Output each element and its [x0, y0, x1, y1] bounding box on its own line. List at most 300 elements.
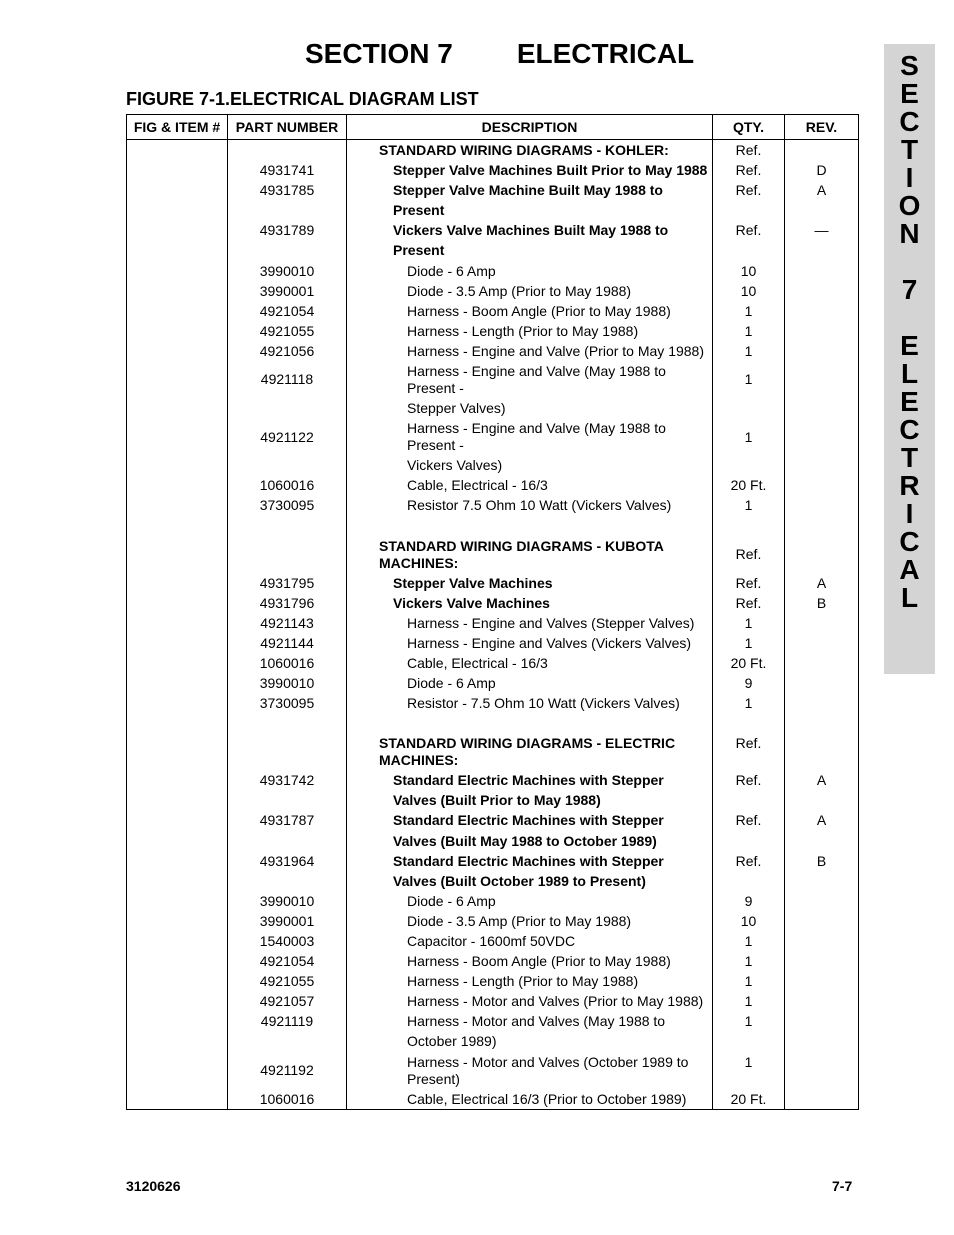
qty-cell: [713, 515, 785, 535]
part-number-cell: 3990010: [228, 261, 347, 281]
part-number-cell: 4921057: [228, 991, 347, 1011]
rev-cell: [785, 261, 859, 281]
description-line: Harness - Engine and Valve (May 1988 to: [407, 363, 666, 380]
part-number-cell: [228, 1031, 347, 1051]
fig-item-cell: [127, 871, 228, 891]
description-cell: Stepper Valve Machines: [347, 573, 713, 593]
side-tab-letter: C: [899, 414, 920, 445]
fig-item-cell: [127, 1089, 228, 1110]
rev-cell: [785, 1011, 859, 1031]
fig-item-cell: [127, 220, 228, 240]
rev-cell: B: [785, 593, 859, 613]
rev-cell: —: [785, 220, 859, 240]
fig-item-cell: [127, 911, 228, 931]
table-row: [127, 515, 859, 535]
description-cell: Vickers Valves): [347, 455, 713, 475]
part-number-cell: 3730095: [228, 495, 347, 515]
description-cell: Harness - Engine and Valves (Vickers Valves): [347, 633, 713, 653]
part-number-cell: 4921119: [228, 1011, 347, 1031]
table-row: [127, 971, 859, 991]
table-row: [127, 301, 859, 321]
qty-cell: 1: [713, 633, 785, 653]
fig-item-cell: [127, 1011, 228, 1031]
part-number-cell: 3990010: [228, 673, 347, 693]
description-cell: Diode - 3.5 Amp (Prior to May 1988): [347, 911, 713, 931]
fig-item-cell: [127, 633, 228, 653]
fig-item-cell: [127, 160, 228, 180]
description-cell: [347, 418, 713, 455]
description-line: Present -: [407, 437, 464, 454]
document-number: 3120626: [126, 1178, 181, 1194]
rev-cell: [785, 240, 859, 260]
description-line: Present): [407, 1070, 460, 1087]
qty-cell: 1: [713, 613, 785, 633]
description-cell: Harness - Motor and Valves (May 1988 to: [347, 1011, 713, 1031]
description-cell: Cable, Electrical - 16/3: [347, 475, 713, 495]
description-cell: Harness - Boom Angle (Prior to May 1988): [347, 951, 713, 971]
description-cell: STANDARD WIRING DIAGRAMS - KOHLER:: [347, 140, 713, 161]
qty-cell: 9: [713, 673, 785, 693]
part-number-cell: [228, 240, 347, 260]
part-number-cell: 4921055: [228, 321, 347, 341]
rev-cell: A: [785, 180, 859, 200]
rev-cell: [785, 361, 859, 398]
part-number-cell: 1540003: [228, 931, 347, 951]
fig-item-cell: [127, 418, 228, 455]
section-title: ELECTRICAL: [516, 38, 695, 69]
fig-item-cell: [127, 810, 228, 830]
table-row: [127, 911, 859, 931]
fig-item-cell: [127, 891, 228, 911]
table-row: [127, 851, 859, 871]
rev-cell: [785, 341, 859, 361]
qty-cell: 1: [713, 418, 785, 455]
qty-cell: 9: [713, 891, 785, 911]
description-cell: Stepper Valve Machines Built Prior to May 1988: [347, 160, 713, 180]
description-cell: Capacitor - 1600mf 50VDC: [347, 931, 713, 951]
part-number-cell: 3990001: [228, 281, 347, 301]
rev-cell: [785, 790, 859, 810]
description-cell: Standard Electric Machines with Stepper: [347, 770, 713, 790]
rev-cell: [785, 613, 859, 633]
rev-cell: [785, 515, 859, 535]
part-number-cell: [228, 455, 347, 475]
part-number-cell: [228, 831, 347, 851]
table-row: [127, 593, 859, 613]
rev-cell: [785, 418, 859, 455]
description-cell: Present: [347, 240, 713, 260]
rev-cell: [785, 673, 859, 693]
qty-cell: Ref.: [713, 593, 785, 613]
description-cell: Valves (Built October 1989 to Present): [347, 871, 713, 891]
qty-cell: Ref.: [713, 573, 785, 593]
table-row: [127, 1031, 859, 1051]
fig-item-cell: [127, 261, 228, 281]
rev-cell: [785, 713, 859, 733]
table-row: [127, 281, 859, 301]
rev-cell: [785, 200, 859, 220]
qty-cell: 1: [713, 301, 785, 321]
table-row: [127, 180, 859, 200]
figure-title: FIGURE 7-1.ELECTRICAL DIAGRAM LIST: [126, 89, 479, 109]
description-cell: Standard Electric Machines with Stepper: [347, 851, 713, 871]
part-number-cell: 4921122: [228, 418, 347, 455]
col-description: DESCRIPTION: [347, 115, 713, 140]
qty-cell: 10: [713, 911, 785, 931]
part-number-cell: [228, 733, 347, 770]
page-number: 7-7: [832, 1178, 853, 1194]
table-row: [127, 455, 859, 475]
description-cell: Resistor 7.5 Ohm 10 Watt (Vickers Valves): [347, 495, 713, 515]
side-tab-letter: C: [899, 526, 920, 557]
part-number-cell: 4921118: [228, 361, 347, 398]
part-number-cell: 1060016: [228, 475, 347, 495]
qty-cell: 10: [713, 281, 785, 301]
part-number-cell: 4921192: [228, 1052, 347, 1089]
description-cell: Diode - 3.5 Amp (Prior to May 1988): [347, 281, 713, 301]
description-cell: Harness - Length (Prior to May 1988): [347, 971, 713, 991]
qty-cell: 1: [713, 1052, 785, 1089]
qty-cell: 1: [713, 321, 785, 341]
col-fig-item: FIG & ITEM #: [127, 115, 228, 140]
description-cell: Vickers Valve Machines: [347, 593, 713, 613]
description-cell: Harness - Motor and Valves (Prior to May 1988): [347, 991, 713, 1011]
side-tab-letter: O: [898, 190, 921, 221]
table-row: [127, 573, 859, 593]
rev-cell: [785, 1052, 859, 1089]
description-cell: Harness - Length (Prior to May 1988): [347, 321, 713, 341]
qty-cell: Ref.: [713, 770, 785, 790]
description-cell: [347, 361, 713, 398]
qty-cell: 1: [713, 1011, 785, 1031]
fig-item-cell: [127, 281, 228, 301]
section-side-tab: [884, 44, 935, 674]
rev-cell: [785, 455, 859, 475]
part-number-cell: 3990001: [228, 911, 347, 931]
rev-cell: [785, 991, 859, 1011]
part-number-cell: 4921144: [228, 633, 347, 653]
part-number-cell: 3990010: [228, 891, 347, 911]
table-row: [127, 790, 859, 810]
side-tab-letter: A: [899, 554, 920, 585]
table-row: [127, 475, 859, 495]
description-cell: Standard Electric Machines with Stepper: [347, 810, 713, 830]
rev-cell: [785, 931, 859, 951]
side-tab-letter: E: [900, 78, 919, 109]
table-row: [127, 673, 859, 693]
part-number-cell: 4921054: [228, 301, 347, 321]
rev-cell: [785, 475, 859, 495]
fig-item-cell: [127, 770, 228, 790]
qty-cell: 10: [713, 261, 785, 281]
description-line: STANDARD WIRING DIAGRAMS - ELECTRIC: [379, 735, 676, 752]
description-cell: Diode - 6 Amp: [347, 673, 713, 693]
part-number-cell: 4931964: [228, 851, 347, 871]
fig-item-cell: [127, 673, 228, 693]
qty-cell: Ref.: [713, 160, 785, 180]
table-row: [127, 418, 859, 455]
description-cell: Cable, Electrical - 16/3: [347, 653, 713, 673]
part-number-cell: 4931741: [228, 160, 347, 180]
fig-item-cell: [127, 515, 228, 535]
fig-item-cell: [127, 140, 228, 161]
fig-item-cell: [127, 1031, 228, 1051]
fig-item-cell: [127, 951, 228, 971]
description-cell: Vickers Valve Machines Built May 1988 to: [347, 220, 713, 240]
description-cell: Valves (Built Prior to May 1988): [347, 790, 713, 810]
rev-cell: [785, 301, 859, 321]
description-line: STANDARD WIRING DIAGRAMS - KUBOTA: [379, 537, 664, 554]
qty-cell: [713, 871, 785, 891]
part-number-cell: [228, 200, 347, 220]
side-tab-letter: T: [900, 442, 919, 473]
fig-item-cell: [127, 240, 228, 260]
rev-cell: A: [785, 573, 859, 593]
col-rev: REV.: [785, 115, 859, 140]
rev-cell: [785, 733, 859, 770]
qty-cell: 20 Ft.: [713, 1089, 785, 1110]
description-text: [379, 733, 712, 770]
fig-item-cell: [127, 475, 228, 495]
table-row: [127, 831, 859, 851]
rev-cell: [785, 398, 859, 418]
description-cell: Cable, Electrical 16/3 (Prior to October 1989): [347, 1089, 713, 1110]
section-number: SECTION 7: [305, 38, 453, 69]
description-cell: Stepper Valves): [347, 398, 713, 418]
table-row: [127, 931, 859, 951]
description-line: MACHINES:: [379, 554, 459, 571]
part-number-cell: 4921054: [228, 951, 347, 971]
part-number-cell: 1060016: [228, 1089, 347, 1110]
description-line: Harness - Motor and Valves (October 1989 to: [407, 1053, 689, 1070]
rev-cell: [785, 1089, 859, 1110]
qty-cell: 1: [713, 361, 785, 398]
qty-cell: 1: [713, 991, 785, 1011]
table-row: [127, 991, 859, 1011]
qty-cell: [713, 831, 785, 851]
table-row: [127, 1052, 859, 1089]
side-tab-letter: S: [900, 50, 919, 81]
side-tab-letter: 7: [901, 274, 918, 305]
qty-cell: 1: [713, 931, 785, 951]
table-row: [127, 891, 859, 911]
fig-item-cell: [127, 180, 228, 200]
qty-cell: [713, 790, 785, 810]
part-number-cell: 4931787: [228, 810, 347, 830]
description-cell: Valves (Built May 1988 to October 1989): [347, 831, 713, 851]
table-row: [127, 810, 859, 830]
qty-cell: 1: [713, 341, 785, 361]
fig-item-cell: [127, 455, 228, 475]
fig-item-cell: [127, 851, 228, 871]
fig-item-cell: [127, 593, 228, 613]
description-cell: [347, 1052, 713, 1089]
table-row: [127, 160, 859, 180]
fig-item-cell: [127, 200, 228, 220]
qty-cell: Ref.: [713, 536, 785, 573]
description-cell: [347, 733, 713, 770]
fig-item-cell: [127, 733, 228, 770]
fig-item-cell: [127, 361, 228, 398]
side-tab-letter: C: [899, 106, 920, 137]
part-number-cell: 4931785: [228, 180, 347, 200]
fig-item-cell: [127, 931, 228, 951]
rev-cell: [785, 653, 859, 673]
qty-cell: 1: [713, 971, 785, 991]
side-tab-letter: E: [900, 330, 919, 361]
table-row: [127, 951, 859, 971]
part-number-cell: 4931789: [228, 220, 347, 240]
fig-item-cell: [127, 301, 228, 321]
table-row: [127, 536, 859, 573]
part-number-cell: 4921143: [228, 613, 347, 633]
qty-cell: Ref.: [713, 140, 785, 161]
description-line: Harness - Engine and Valve (May 1988 to: [407, 420, 666, 437]
fig-item-cell: [127, 693, 228, 713]
description-text: [407, 1052, 712, 1089]
fig-item-cell: [127, 971, 228, 991]
fig-item-cell: [127, 398, 228, 418]
part-number-cell: 4921056: [228, 341, 347, 361]
description-cell: Stepper Valve Machine Built May 1988 to: [347, 180, 713, 200]
description-cell: Diode - 6 Amp: [347, 891, 713, 911]
col-qty: QTY.: [713, 115, 785, 140]
qty-cell: [713, 200, 785, 220]
description-cell: [347, 536, 713, 573]
rev-cell: D: [785, 160, 859, 180]
fig-item-cell: [127, 831, 228, 851]
fig-item-cell: [127, 341, 228, 361]
rev-cell: A: [785, 810, 859, 830]
table-header-row: [127, 115, 859, 140]
fig-item-cell: [127, 536, 228, 573]
description-cell: Resistor - 7.5 Ohm 10 Watt (Vickers Valves): [347, 693, 713, 713]
description-text: [407, 361, 712, 398]
qty-cell: Ref.: [713, 733, 785, 770]
qty-cell: Ref.: [713, 851, 785, 871]
rev-cell: [785, 911, 859, 931]
rev-cell: [785, 951, 859, 971]
fig-item-cell: [127, 613, 228, 633]
table-row: [127, 240, 859, 260]
table-row: [127, 871, 859, 891]
part-number-cell: [228, 713, 347, 733]
table-row: [127, 613, 859, 633]
rev-cell: [785, 321, 859, 341]
table-row: [127, 398, 859, 418]
description-cell: [347, 713, 713, 733]
part-number-cell: 1060016: [228, 653, 347, 673]
rev-cell: [785, 633, 859, 653]
section-header: [305, 38, 694, 70]
fig-item-cell: [127, 1052, 228, 1089]
rev-cell: A: [785, 770, 859, 790]
fig-item-cell: [127, 713, 228, 733]
qty-cell: 20 Ft.: [713, 475, 785, 495]
fig-item-cell: [127, 495, 228, 515]
table-row: [127, 1011, 859, 1031]
rev-cell: [785, 1031, 859, 1051]
rev-cell: [785, 971, 859, 991]
table-row: [127, 1089, 859, 1110]
side-tab-letter: I: [905, 162, 914, 193]
table-row: [127, 261, 859, 281]
rev-cell: [785, 536, 859, 573]
part-number-cell: [228, 398, 347, 418]
rev-cell: [785, 871, 859, 891]
part-number-cell: 4931742: [228, 770, 347, 790]
description-line: Present -: [407, 380, 464, 397]
description-cell: October 1989): [347, 1031, 713, 1051]
table-row: [127, 341, 859, 361]
description-text: [407, 418, 712, 455]
table-row: [127, 713, 859, 733]
electrical-diagram-table: [126, 114, 859, 1110]
description-line: MACHINES:: [379, 752, 459, 769]
table-row: [127, 770, 859, 790]
col-part-number: PART NUMBER: [228, 115, 347, 140]
table-row: [127, 321, 859, 341]
rev-cell: [785, 281, 859, 301]
table-row: [127, 633, 859, 653]
side-tab-letter: N: [899, 218, 920, 249]
rev-cell: B: [785, 851, 859, 871]
qty-cell: [713, 398, 785, 418]
rev-cell: [785, 495, 859, 515]
description-cell: Present: [347, 200, 713, 220]
description-cell: Harness - Boom Angle (Prior to May 1988): [347, 301, 713, 321]
side-tab-letter: I: [905, 498, 914, 529]
part-number-cell: 4931795: [228, 573, 347, 593]
rev-cell: [785, 140, 859, 161]
fig-item-cell: [127, 321, 228, 341]
table-row: [127, 140, 859, 161]
rev-cell: [785, 831, 859, 851]
table-row: [127, 220, 859, 240]
description-cell: Diode - 6 Amp: [347, 261, 713, 281]
description-cell: Harness - Engine and Valve (Prior to May 1988): [347, 341, 713, 361]
rev-cell: [785, 693, 859, 713]
description-text: [379, 536, 712, 573]
part-number-cell: 3730095: [228, 693, 347, 713]
side-tab-letter: T: [900, 134, 919, 165]
qty-cell: [713, 713, 785, 733]
table-row: [127, 200, 859, 220]
description-cell: [347, 515, 713, 535]
table-row: [127, 361, 859, 398]
qty-cell: 20 Ft.: [713, 653, 785, 673]
qty-cell: Ref.: [713, 810, 785, 830]
qty-cell: 1: [713, 495, 785, 515]
part-number-cell: [228, 515, 347, 535]
table-row: [127, 693, 859, 713]
qty-cell: Ref.: [713, 180, 785, 200]
fig-item-cell: [127, 573, 228, 593]
fig-item-cell: [127, 790, 228, 810]
part-number-cell: [228, 536, 347, 573]
part-number-cell: [228, 871, 347, 891]
qty-cell: [713, 240, 785, 260]
rev-cell: [785, 891, 859, 911]
qty-cell: Ref.: [713, 220, 785, 240]
side-tab-letter: R: [899, 470, 920, 501]
part-number-cell: [228, 140, 347, 161]
fig-item-cell: [127, 653, 228, 673]
qty-cell: [713, 455, 785, 475]
table-row: [127, 495, 859, 515]
fig-item-cell: [127, 991, 228, 1011]
part-number-cell: [228, 790, 347, 810]
